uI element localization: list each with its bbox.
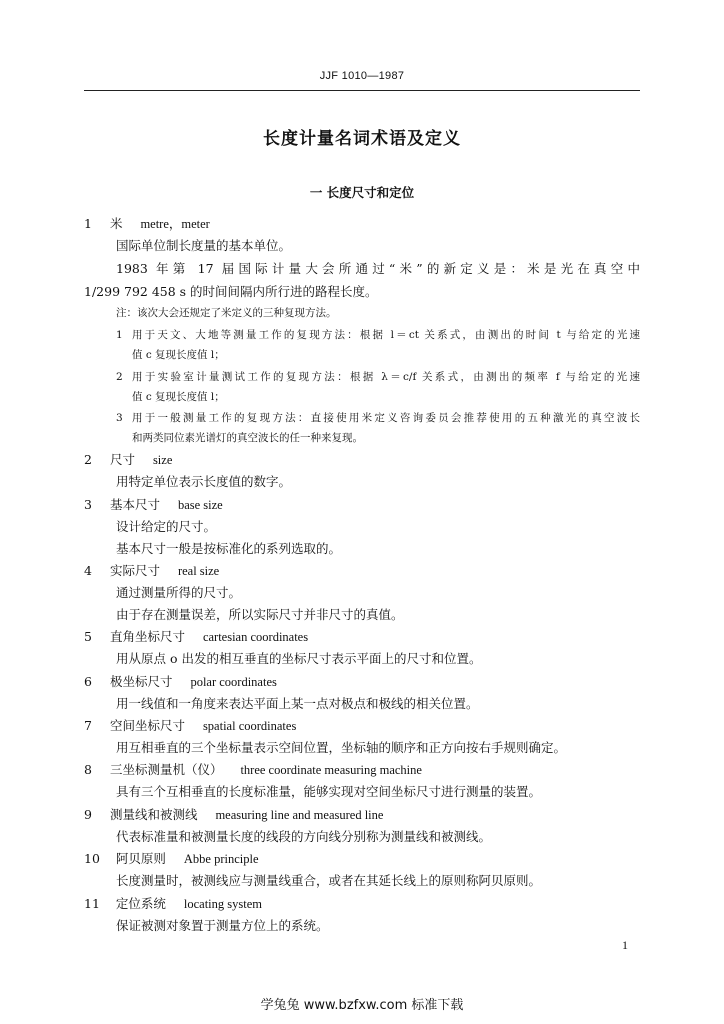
term-definition: 通过测量所得的尺寸。 xyxy=(116,585,242,600)
term-definition: 用特定单位表示长度值的数字。 xyxy=(116,474,292,489)
note-text: 值 c 复现长度值 l； xyxy=(132,391,225,403)
term-heading xyxy=(84,497,223,513)
note-text: 用于天文、大地等测量工作的复现方法：根据 l＝ct 关系式，由测出的时间 t 与给定的光速 xyxy=(132,329,640,341)
term-definition: 用互相垂直的三个坐标量表示空间位置，坐标轴的顺序和正方向按右手规则确定。 xyxy=(116,740,567,755)
term-number: 7 xyxy=(84,718,92,733)
term-paragraph-line: 1983 年第 17 届国际计量大会所通过“米”的新定义是：米是光在真空中 xyxy=(116,261,640,276)
term-english: cartesian coordinates xyxy=(202,630,309,644)
document-title: 长度计量名词术语及定义 xyxy=(263,129,461,149)
term-english: metre，meter xyxy=(140,217,210,231)
term-heading xyxy=(84,718,296,734)
term-definition: 设计给定的尺寸。 xyxy=(116,519,217,534)
term-english: real size xyxy=(177,564,220,578)
section-heading: 一 长度尺寸和定位 xyxy=(309,185,415,200)
term-chinese: 基本尺寸 xyxy=(109,497,160,512)
term-chinese: 尺寸 xyxy=(109,452,135,467)
term-english: locating system xyxy=(183,897,263,911)
note-text: 值 c 复现长度值 l； xyxy=(132,349,225,361)
term-definition: 保证被测对象置于测量方位上的系统。 xyxy=(116,918,329,933)
note-text: 用于实验室计量测试工作的复现方法：根据 λ＝c/f 关系式，由测出的频率 f 与给定的光速 xyxy=(132,371,640,383)
term-english: base size xyxy=(177,498,223,512)
term-english: measuring line and measured line xyxy=(215,808,384,822)
term-number: 8 xyxy=(84,762,92,777)
term-chinese: 定位系统 xyxy=(115,896,166,911)
term-english: polar coordinates xyxy=(190,675,277,689)
note-number: 3 xyxy=(116,412,123,424)
term-english: spatial coordinates xyxy=(202,719,297,733)
term-chinese: 阿贝原则 xyxy=(115,851,166,866)
term-number: 4 xyxy=(84,563,92,578)
term-paragraph-line: 1/299 792 458 s 的时间间隔内所行进的路程长度。 xyxy=(84,284,378,299)
term-extra: 由于存在测量误差，所以实际尺寸并非尺寸的真值。 xyxy=(116,607,404,622)
term-chinese: 测量线和被测线 xyxy=(109,807,198,822)
term-definition: 具有三个互相垂直的长度标准量，能够实现对空间坐标尺寸进行测量的装置。 xyxy=(116,784,542,799)
term-number: 1 xyxy=(84,216,92,231)
term-definition: 用从原点 o 出发的相互垂直的坐标尺寸表示平面上的尺寸和位置。 xyxy=(116,651,482,666)
term-definition: 长度测量时，被测线应与测量线重合，或者在其延长线上的原则称阿贝原则。 xyxy=(116,873,542,888)
note-number: 1 xyxy=(116,329,123,341)
term-number: 9 xyxy=(84,807,92,822)
term-chinese: 三坐标测量机（仪） xyxy=(109,762,223,777)
term-heading xyxy=(84,762,422,778)
term-number: 10 xyxy=(84,851,100,866)
term-number: 6 xyxy=(84,674,92,689)
term-number: 11 xyxy=(84,896,100,911)
term-heading xyxy=(84,674,277,690)
term-definition: 代表标准量和被测量长度的线段的方向线分别称为测量线和被测线。 xyxy=(116,829,492,844)
term-number: 5 xyxy=(84,629,92,644)
term-heading xyxy=(84,807,383,823)
term-heading xyxy=(84,896,262,912)
term-heading xyxy=(84,563,219,579)
term-heading xyxy=(84,629,308,645)
note-number: 2 xyxy=(116,371,123,383)
term-chinese: 米 xyxy=(109,216,123,231)
term-chinese: 极坐标尺寸 xyxy=(109,674,173,689)
term-heading xyxy=(84,216,210,232)
term-chinese: 直角坐标尺寸 xyxy=(109,629,185,644)
note-text: 和两类同位素光谱灯的真空波长的任一种来复现。 xyxy=(132,432,363,444)
term-english: Abbe principle xyxy=(183,852,259,866)
term-heading xyxy=(84,851,259,867)
term-english: size xyxy=(152,453,173,467)
term-english: three coordinate measuring machine xyxy=(240,763,422,777)
term-definition: 用一线值和一角度来表达平面上某一点对极点和极线的相关位置。 xyxy=(116,696,479,711)
page-number: 1 xyxy=(622,938,628,952)
standard-code: JJF 1010—1987 xyxy=(319,70,405,82)
footer-watermark: 学兔兔 www.bzfxw.com 标准下载 xyxy=(260,998,464,1013)
header-rule xyxy=(84,90,640,91)
term-number: 3 xyxy=(84,497,92,512)
note-text: 用于一般测量工作的复现方法：直接使用米定义咨询委员会推荐使用的五种激光的真空波长 xyxy=(132,412,640,424)
term-chinese: 实际尺寸 xyxy=(109,563,160,578)
term-definition: 国际单位制长度量的基本单位。 xyxy=(116,238,292,253)
term-number: 2 xyxy=(84,452,92,467)
note-intro: 注：该次大会还规定了米定义的三种复现方法。 xyxy=(116,307,337,319)
term-extra: 基本尺寸一般是按标准化的系列选取的。 xyxy=(116,541,342,556)
term-chinese: 空间坐标尺寸 xyxy=(109,718,185,733)
term-heading xyxy=(84,452,172,468)
